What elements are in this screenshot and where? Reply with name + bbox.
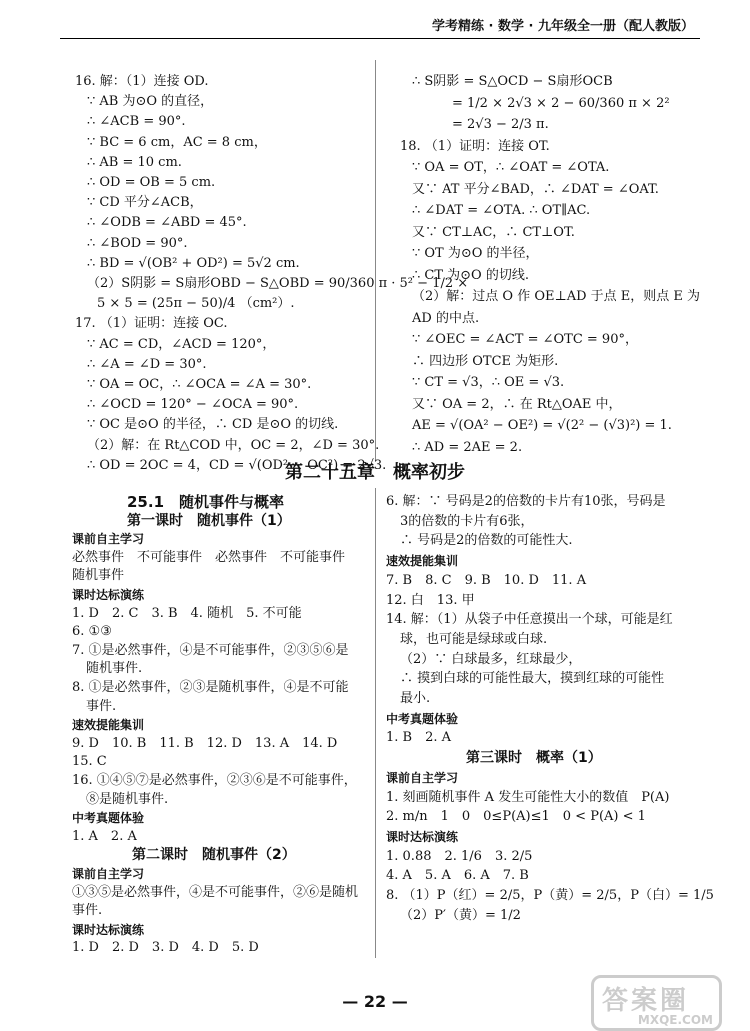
text-line: ∴ ∠ACB = 90°.	[87, 114, 186, 130]
text-line: 1. B 2. A	[386, 730, 452, 746]
text-line: ∴ S阴影 = S△OCD − S扇形OCB	[412, 74, 613, 89]
subsection-heading: 速效提能集训	[386, 554, 459, 569]
column-divider-top	[375, 60, 376, 460]
subsection-heading: 课时达标演练	[386, 829, 459, 844]
text-line: ∴ OD = OB = 5 cm.	[87, 175, 216, 190]
text-line: ⑧是随机事件.	[86, 791, 169, 807]
text-line: ∵ OT 为⊙O 的半径，	[412, 246, 539, 261]
text-line: 随机事件.	[86, 661, 143, 677]
text-line: 事件.	[86, 698, 117, 714]
text-line: 8. ①是必然事件，②③是随机事件，④是不可能	[72, 680, 349, 695]
text-line: ∴ ∠ODB = ∠ABD = 45°.	[87, 215, 247, 231]
text-line: 16. 解：（1）连接 OD.	[75, 74, 209, 89]
lesson-heading: 第三课时 概率（1）	[466, 750, 602, 767]
text-line: ∴ ∠DAT = ∠OTA. ∴ OT∥AC.	[412, 203, 591, 218]
text-line: ∴ ∠BOD = 90°.	[87, 235, 188, 251]
text-line: 必然事件 不可能事件 必然事件 不可能事件	[72, 549, 346, 565]
text-line: 3的倍数的卡片有6张，	[400, 513, 534, 529]
watermark-line1: 答案圈	[602, 986, 690, 1016]
text-line: 又∵ OA = 2，∴ 在 Rt△OAE 中，	[412, 396, 622, 412]
subsection-heading: 课时达标演练	[72, 588, 145, 602]
text-line: ∴ 摸到白球的可能性最大，摸到红球的可能性	[400, 671, 665, 687]
text-line: 17. （1）证明：连接 OC.	[75, 316, 228, 332]
subsection-heading: 课时达标演练	[72, 922, 145, 937]
text-line: ∵ ∠OEC = ∠ACT = ∠OTC = 90°，	[412, 332, 638, 347]
subsection-heading: 速效提能集训	[72, 718, 145, 733]
text-line: 随机事件	[72, 568, 125, 584]
text-line: ∵ OA = OC，∴ ∠OCA = ∠A = 30°.	[87, 377, 312, 392]
text-line: 7. ①是必然事件，④是不可能事件，②③⑤⑥是	[72, 642, 349, 658]
text-line: 2. m/n 1 0 0≤P(A)≤1 0 < P(A) < 1	[386, 809, 646, 825]
text-line: 16. ①④⑤⑦是必然事件，②③⑥是不可能事件，	[72, 773, 357, 788]
text-line: 18. （1）证明：连接 OT.	[400, 138, 550, 154]
watermark-line2: MXQE.COM	[637, 1013, 713, 1027]
subsection-heading: 课前自主学习	[72, 867, 145, 881]
text-line: 1. 0.88 2. 1/6 3. 2/5	[386, 848, 533, 864]
text-line: 8. （1）P（红）= 2/5，P（黄）= 2/5，P（白）= 1/5	[386, 888, 714, 903]
text-line: （2）∵ 白球最多，红球最少，	[400, 651, 582, 667]
lesson-heading: 第一课时 随机事件（1）	[127, 512, 291, 529]
text-line: = 1/2 × 2√3 × 2 − 60/360 π × 2²	[452, 95, 670, 111]
column-divider-bottom	[375, 488, 376, 958]
text-line: （2）解：过点 O 作 OE⊥AD 于点 E，则点 E 为	[412, 289, 701, 304]
text-line: 7. B 8. C 9. B 10. D 11. A	[386, 572, 587, 588]
text-line: 1. D 2. C 3. B 4. 随机 5. 不可能	[72, 605, 302, 621]
text-line: 1. A 2. A	[72, 828, 137, 844]
text-line: ∴ BD = √(OB² + OD²) = 5√2 cm.	[87, 255, 300, 271]
chapter-title: 第二十五章 概率初步	[285, 462, 465, 483]
text-line: ∴ OD = 2OC = 4，CD = √(OD² − OC²) = 2√3.	[87, 457, 387, 473]
text-line: 又∵ CT⊥AC，∴ CT⊥OT.	[412, 224, 575, 240]
text-line: ∴ ∠A = ∠D = 30°.	[87, 356, 207, 372]
text-line: 6. 解：∵ 号码是2的倍数的卡片有10张，号码是	[386, 494, 666, 509]
text-line: AD 的中点.	[412, 310, 480, 326]
section-heading: 25.1 随机事件与概率	[127, 493, 285, 511]
text-line: ∵ CD 平分∠ACB，	[87, 195, 203, 211]
subsection-heading: 中考真题体验	[72, 811, 145, 826]
text-line: 球，也可能是绿球或白球.	[400, 631, 548, 647]
text-line: ∴ CT 为⊙O 的切线.	[412, 267, 529, 283]
text-line: 12. 白 13. 甲	[386, 592, 475, 608]
text-line: （2）S阴影 = S扇形OBD − S△OBD = 90/360 π · 5² − 1/2 ×	[87, 276, 469, 291]
text-line: 14. 解：（1）从袋子中任意摸出一个球，可能是红	[386, 612, 673, 628]
text-line: ∵ OC 是⊙O 的半径，∴ CD 是⊙O 的切线.	[87, 417, 339, 433]
text-line: ∵ BC = 6 cm，AC = 8 cm，	[87, 134, 267, 150]
text-line: ∵ AB 为⊙O 的直径，	[87, 94, 214, 110]
text-line: 最小.	[400, 691, 431, 706]
text-line: 又∵ AT 平分∠BAD，∴ ∠DAT = ∠OAT.	[412, 181, 659, 197]
text-line: （2）解：在 Rt△COD 中，OC = 2，∠D = 30°.	[87, 437, 380, 453]
text-line: ∵ CT = √3，∴ OE = √3.	[412, 375, 565, 390]
subsection-heading: 课前自主学习	[72, 532, 145, 547]
text-line: ∴ AD = 2AE = 2.	[412, 439, 523, 455]
text-line: 4. A 5. A 6. A 7. B	[386, 868, 529, 884]
page-number: — 22 —	[342, 992, 408, 1011]
text-line: 15. C	[72, 754, 107, 770]
text-line: 事件.	[72, 903, 103, 919]
subsection-heading: 中考真题体验	[386, 711, 459, 726]
text-line: 6. ①③	[72, 624, 112, 640]
text-line: ∴ AB = 10 cm.	[87, 154, 182, 170]
text-line: 9. D 10. B 11. B 12. D 13. A 14. D	[72, 735, 338, 751]
text-line: 1. 刻画随机事件 A 发生可能性大小的数值 P(A)	[386, 789, 670, 805]
text-line: ∴ 号码是2的倍数的可能性大.	[400, 533, 573, 549]
text-line: AE = √(OA² − OE²) = √(2² − (√3)²) = 1.	[412, 418, 672, 433]
text-line: （2）P′（黄）= 1/2	[400, 907, 521, 923]
running-header	[60, 8, 700, 39]
text-line: ①③⑤是必然事件，④是不可能事件，②⑥是随机	[72, 884, 359, 900]
watermark-logo	[591, 975, 722, 1031]
lesson-heading: 第二课时 随机事件（2）	[132, 847, 296, 864]
subsection-heading: 课前自主学习	[386, 770, 459, 785]
text-line: 5 × 5 = (25π − 50)/4 （cm²）.	[97, 296, 295, 312]
text-line: ∴ ∠OCD = 120° − ∠OCA = 90°.	[87, 397, 299, 413]
text-line: 1. D 2. D 3. D 4. D 5. D	[72, 940, 259, 956]
text-line: = 2√3 − 2/3 π.	[452, 117, 549, 132]
text-line: ∵ OA = OT，∴ ∠OAT = ∠OTA.	[412, 160, 610, 175]
header-title: 学考精练 · 数学 · 九年级全一册（配人教版）	[432, 19, 694, 34]
text-line: ∵ AC = CD，∠ACD = 120°，	[87, 336, 276, 352]
text-line: ∴ 四边形 OTCE 为矩形.	[412, 353, 559, 369]
